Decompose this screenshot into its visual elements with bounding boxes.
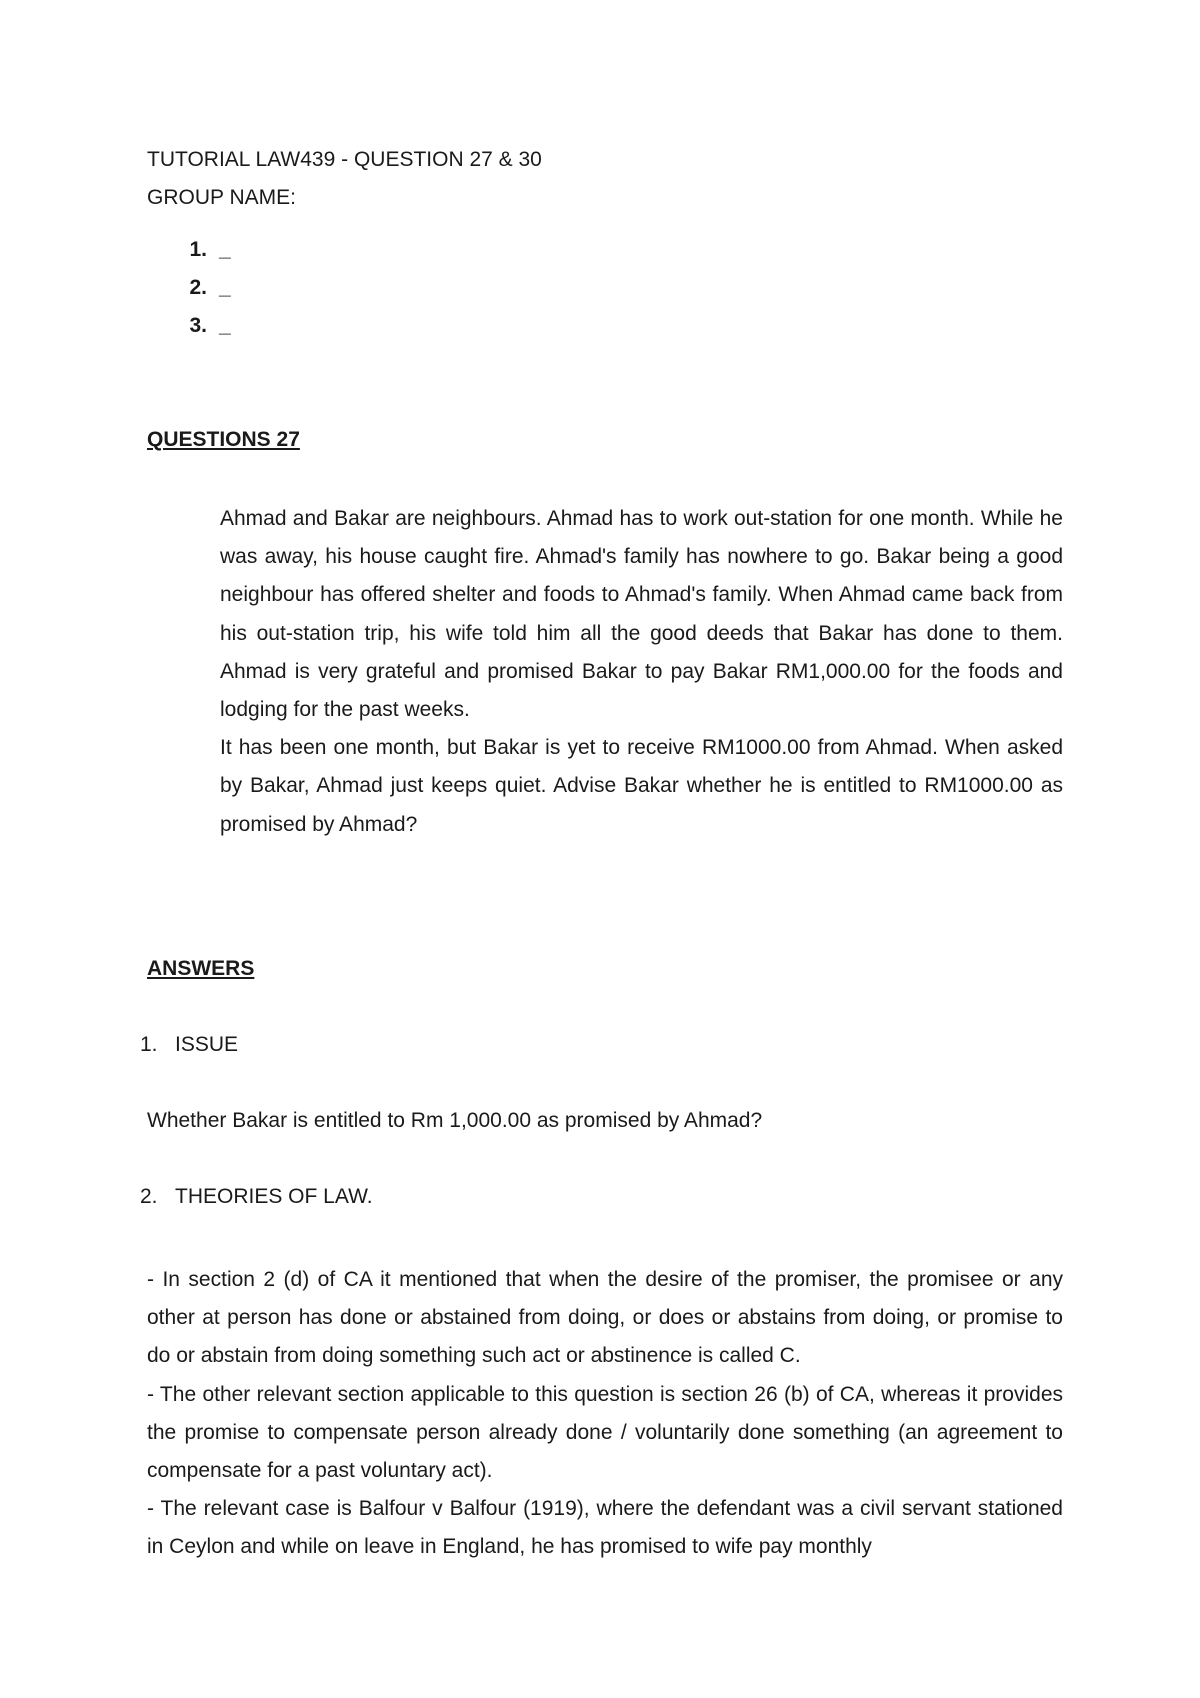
theory-point: - In section 2 (d) of CA it mentioned that when the desire of the promiser, the promisee or any other at person has done or abstained from doing, or does or abstains from doing, or promise to do or abstain from doing something such act or abstinence is called C. <box>147 1268 1063 1368</box>
question-paragraph: It has been one month, but Bakar is yet to receive RM1000.00 from Ahmad. When asked by Bakar, Ahmad just keeps quiet. Advise Bakar whether he is entitled to RM1000.00 as promised by Ahmad? <box>220 736 1063 836</box>
section-number: 2. <box>140 1185 158 1208</box>
group-member-item <box>175 238 231 276</box>
group-member-list <box>175 238 231 352</box>
member-name-blank: _ <box>219 314 231 337</box>
theories-text <box>147 1261 1063 1567</box>
answers-heading: ANSWERS <box>147 957 255 980</box>
list-number: 1. <box>189 238 207 261</box>
member-name-blank: _ <box>219 238 231 261</box>
group-member-item <box>175 314 231 352</box>
list-number: 3. <box>189 314 207 337</box>
group-name-label: GROUP NAME: <box>147 186 296 209</box>
theories-section-title <box>140 1185 373 1209</box>
section-label: THEORIES OF LAW. <box>175 1185 373 1208</box>
section-number: 1. <box>140 1033 158 1056</box>
theory-point: - The other relevant section applicable to this question is section 26 (b) of CA, whereas it provides the promise to compensate person already done / voluntarily done something (an agreement to compensate for a past voluntary act). <box>147 1382 1063 1483</box>
issue-section-title <box>140 1033 238 1057</box>
theory-point: - The relevant case is Balfour v Balfour (1919), where the defendant was a civil servant stationed in Ceylon and while on leave in England, he has promised to wife pay monthly <box>147 1497 1063 1559</box>
section-label: ISSUE <box>175 1033 239 1056</box>
document-title: TUTORIAL LAW439 - QUESTION 27 & 30 <box>147 148 542 171</box>
list-number: 2. <box>189 276 207 299</box>
member-name-blank: _ <box>219 276 231 299</box>
question-paragraph: Ahmad and Bakar are neighbours. Ahmad has to work out-station for one month. While he was away, his house caught fire. Ahmad's family has nowhere to go. Bakar being a good neighbour has offered shelter and foods to Ahmad's family. When Ahmad came back from his out-station trip, his wife told him all the good deeds that Bakar has done to them. Ahmad is very grateful and promised Bakar to pay Bakar RM1,000.00 for the foods and lodging for the past weeks. <box>220 507 1063 722</box>
group-member-item <box>175 276 231 314</box>
question-text <box>220 500 1063 844</box>
question-heading: QUESTIONS 27 <box>147 428 300 451</box>
issue-text: Whether Bakar is entitled to Rm 1,000.00 as promised by Ahmad? <box>147 1109 763 1132</box>
